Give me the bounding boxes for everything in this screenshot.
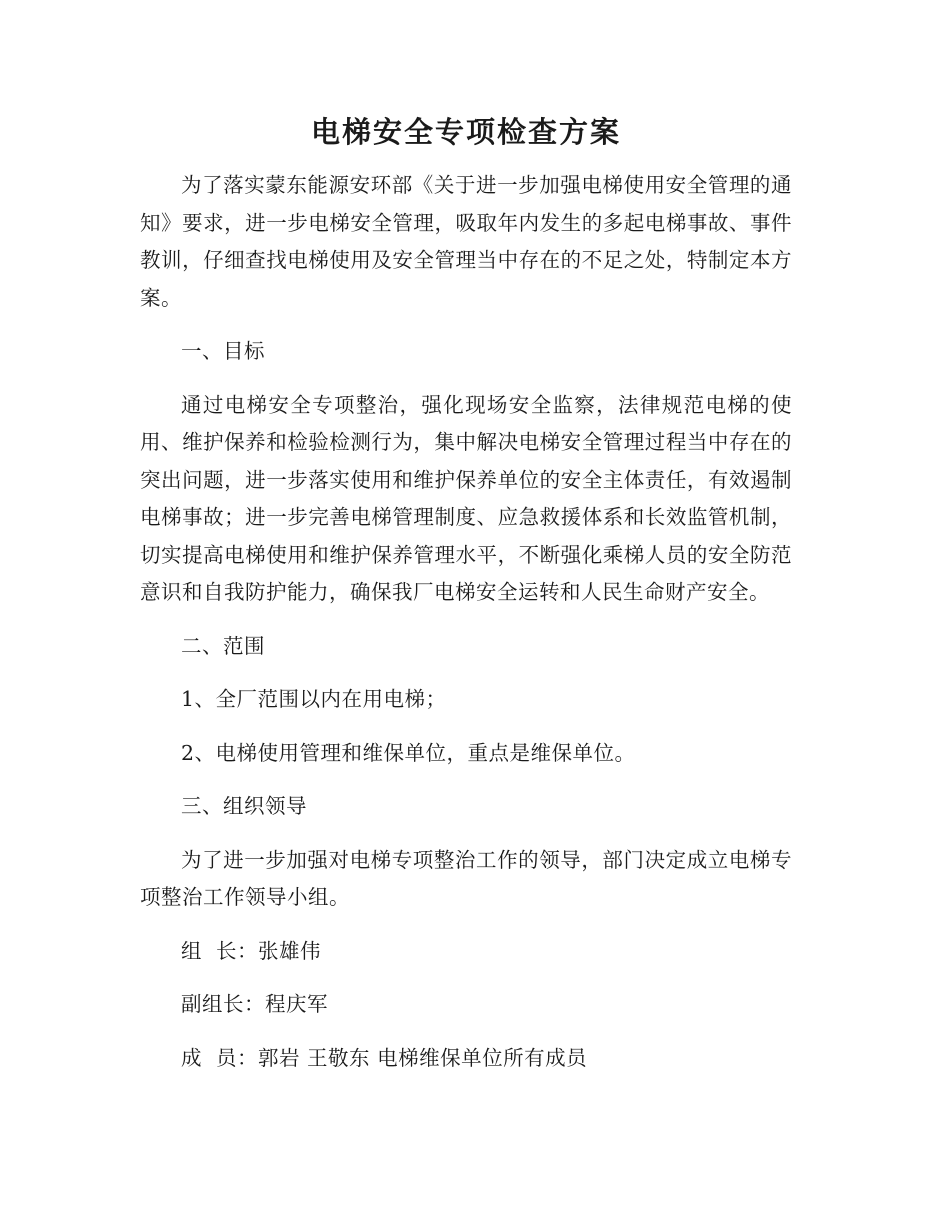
leader-line: 组 长：张雄伟 <box>181 938 322 963</box>
scope-item-1: 1、全厂范围以内在用电梯； <box>181 687 447 711</box>
intro-paragraph: 为了落实蒙东能源安环部《关于进一步加强电梯使用安全管理的通知》要求，进一步电梯安全管理，吸取年内发生的多起电梯事故、事件教训，仔细查找电梯使用及安全管理当中存在的不足之处，特制定本方案。 <box>140 173 792 310</box>
members-line: 成 员：郭岩 王敬东 电梯维保单位所有成员 <box>181 1045 588 1070</box>
document-title: 电梯安全专项检查方案 <box>310 115 621 149</box>
document-content <box>140 105 792 1093</box>
organization-paragraph: 为了进一步加强对电梯专项整治工作的领导，部门决定成立电梯专项整治工作领导小组。 <box>140 847 792 909</box>
section-heading-goal: 一、目标 <box>181 339 265 363</box>
deputy-leader-line: 副组长：程庆军 <box>181 992 328 1016</box>
section-heading-scope: 二、范围 <box>181 633 265 658</box>
section-heading-organization: 三、组织领导 <box>181 794 307 818</box>
scope-item-2: 2、电梯使用管理和维保单位，重点是维保单位。 <box>181 740 636 765</box>
goal-paragraph: 通过电梯安全专项整治，强化现场安全监察，法律规范电梯的使用、维护保养和检验检测行为，集中解决电梯安全管理过程当中存在的突出问题，进一步落实使用和维护保养单位的安全主体责任，有效遏制电梯事故；进一步完善电梯管理制度、应急救援体系和长效监管机制，切实提高电梯使用和维护保养管理水平，不断强化乘梯人员的安全防范意识和自我防护能力，确保我厂电梯安全运转和人民生命财产安全。 <box>140 392 792 604</box>
